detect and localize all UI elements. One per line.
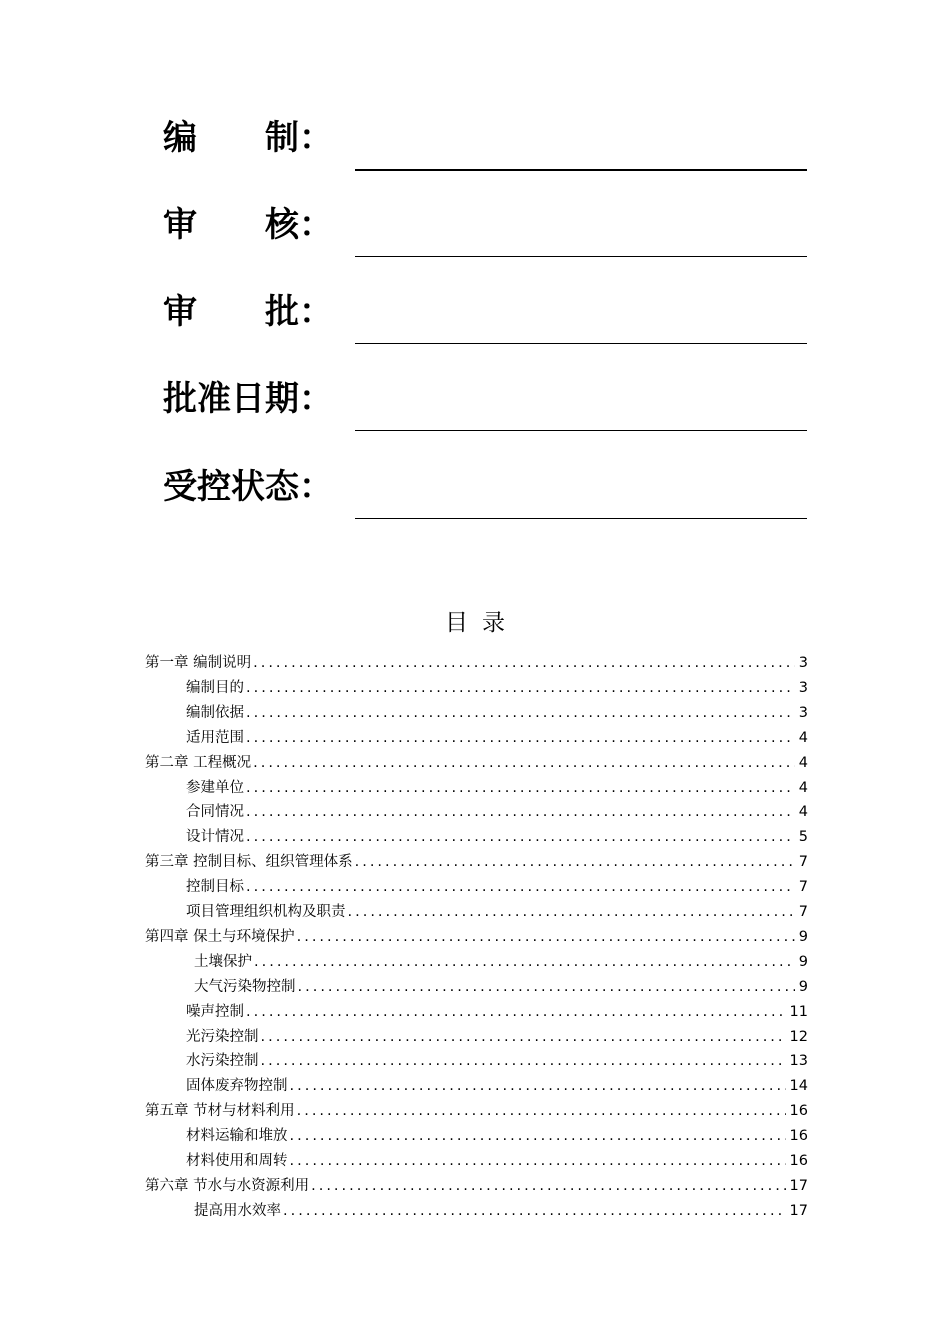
toc-entry-title: 材料运输和堆放 bbox=[186, 1128, 288, 1145]
toc-entry-title: 噪声控制 bbox=[186, 1003, 244, 1020]
toc-page-number: 7 bbox=[798, 904, 808, 920]
toc-entry[interactable] bbox=[186, 825, 808, 849]
toc-page-number: 9 bbox=[798, 978, 808, 995]
toc-entry[interactable] bbox=[186, 1149, 808, 1173]
toc-leader-dots bbox=[246, 726, 795, 750]
toc-page-number: 3 bbox=[798, 679, 808, 696]
toc-leader-dots bbox=[246, 701, 795, 725]
toc-leader-dots bbox=[355, 850, 795, 874]
toc-entry[interactable] bbox=[186, 1025, 808, 1049]
toc-page-number: 4 bbox=[798, 804, 808, 821]
toc-page-number: 13 bbox=[789, 1053, 808, 1070]
toc-entry-title: 第五章 节材与材料利用 bbox=[145, 1103, 295, 1120]
toc-entry[interactable] bbox=[186, 1124, 808, 1148]
toc-page-number: 16 bbox=[789, 1128, 808, 1145]
toc-leader-dots bbox=[246, 1000, 786, 1024]
toc-leader-dots bbox=[297, 1099, 786, 1123]
toc-entry-title: 第六章 节水与水资源利用 bbox=[145, 1177, 310, 1194]
toc-page-number: 14 bbox=[789, 1078, 808, 1095]
toc-entry-title: 参建单位 bbox=[186, 779, 244, 796]
toc-entry-title: 合同情况 bbox=[186, 804, 244, 821]
signature-line bbox=[355, 518, 807, 519]
toc-leader-dots bbox=[246, 800, 795, 824]
toc-leader-dots bbox=[246, 825, 795, 849]
toc-page-number: 16 bbox=[789, 1153, 808, 1169]
signature-label: 受控状态： bbox=[163, 467, 333, 507]
toc-entry-title: 编制依据 bbox=[186, 704, 244, 721]
toc-leader-dots bbox=[283, 1199, 786, 1223]
toc-entry[interactable] bbox=[186, 1000, 808, 1024]
toc-entry-title: 第一章 编制说明 bbox=[145, 655, 252, 671]
toc-entry[interactable] bbox=[145, 850, 808, 874]
toc-entry[interactable] bbox=[145, 1174, 808, 1198]
toc-page-number: 9 bbox=[798, 928, 808, 945]
toc-entry-title: 编制目的 bbox=[186, 679, 244, 696]
toc-entry-title: 项目管理组织机构及职责 bbox=[186, 904, 346, 920]
toc-leader-dots bbox=[261, 1049, 786, 1073]
toc-leader-dots bbox=[254, 950, 795, 974]
toc-page-number: 9 bbox=[798, 953, 808, 970]
toc-page-number: 17 bbox=[789, 1177, 808, 1194]
toc-page-number: 4 bbox=[798, 754, 808, 771]
toc-entry[interactable] bbox=[194, 1199, 808, 1223]
toc-entry-title: 土壤保护 bbox=[194, 953, 252, 970]
toc-entry-title: 适用范围 bbox=[186, 729, 244, 746]
toc-entry-title: 控制目标 bbox=[186, 879, 244, 896]
toc-page-number: 4 bbox=[798, 779, 808, 796]
toc-entry-title: 提高用水效率 bbox=[194, 1202, 281, 1219]
toc-entry[interactable] bbox=[194, 975, 808, 999]
signature-label: 审 核： bbox=[163, 205, 333, 245]
signature-line bbox=[355, 169, 807, 171]
toc-page-number: 4 bbox=[798, 729, 808, 746]
toc-leader-dots bbox=[311, 1174, 785, 1198]
toc-entry[interactable] bbox=[186, 726, 808, 750]
toc-leader-dots bbox=[297, 925, 795, 949]
signature-line bbox=[355, 430, 807, 431]
toc-leader-dots bbox=[246, 776, 795, 800]
toc-entry[interactable] bbox=[186, 800, 808, 824]
toc-page-number: 7 bbox=[798, 879, 808, 896]
toc-leader-dots bbox=[290, 1074, 786, 1098]
signature-label: 审 批： bbox=[163, 292, 333, 332]
toc-page-number: 11 bbox=[789, 1003, 808, 1020]
toc-entry-title: 材料使用和周转 bbox=[186, 1153, 288, 1169]
toc-entry-title: 设计情况 bbox=[186, 829, 244, 846]
toc-title: 目录 bbox=[445, 610, 519, 636]
signature-label: 编 制： bbox=[163, 118, 333, 158]
toc-leader-dots bbox=[246, 875, 795, 899]
toc-entry[interactable] bbox=[186, 676, 808, 700]
toc-leader-dots bbox=[246, 676, 795, 700]
toc-entry[interactable] bbox=[186, 1049, 808, 1073]
toc-entry[interactable] bbox=[145, 925, 808, 949]
toc-entry[interactable] bbox=[145, 751, 808, 775]
toc-page-number: 3 bbox=[798, 704, 808, 721]
toc-page-number: 12 bbox=[789, 1028, 808, 1045]
toc-entry[interactable] bbox=[186, 900, 808, 924]
signature-line bbox=[355, 343, 807, 344]
toc-page-number: 16 bbox=[789, 1103, 808, 1120]
toc-leader-dots bbox=[348, 900, 795, 924]
toc-page-number: 17 bbox=[789, 1202, 808, 1219]
toc-entry[interactable] bbox=[145, 651, 808, 675]
toc-entry[interactable] bbox=[186, 701, 808, 725]
toc-entry-title: 第三章 控制目标、组织管理体系 bbox=[145, 854, 353, 871]
toc-entry[interactable] bbox=[145, 1099, 808, 1123]
toc-entry-title: 光污染控制 bbox=[186, 1028, 259, 1045]
toc-entry-title: 大气污染物控制 bbox=[194, 978, 296, 995]
toc-entry-title: 水污染控制 bbox=[186, 1053, 259, 1070]
toc-entry[interactable] bbox=[186, 776, 808, 800]
toc-leader-dots bbox=[290, 1149, 786, 1173]
toc-page-number: 5 bbox=[798, 829, 808, 846]
toc-leader-dots bbox=[298, 975, 795, 999]
toc-page-number: 7 bbox=[798, 854, 808, 871]
toc-leader-dots bbox=[290, 1124, 786, 1148]
toc-leader-dots bbox=[253, 651, 795, 675]
toc-entry-title: 第四章 保土与环境保护 bbox=[145, 928, 295, 945]
toc-leader-dots bbox=[253, 751, 795, 775]
toc-entry-title: 固体废弃物控制 bbox=[186, 1078, 288, 1095]
signature-label: 批准日期： bbox=[163, 379, 333, 419]
toc-page-number: 3 bbox=[798, 655, 808, 671]
signature-line bbox=[355, 256, 807, 257]
toc-entry[interactable] bbox=[186, 1074, 808, 1098]
toc-leader-dots bbox=[261, 1025, 786, 1049]
toc-entry-title: 第二章 工程概况 bbox=[145, 754, 252, 771]
toc-entry[interactable] bbox=[186, 875, 808, 899]
toc-entry[interactable] bbox=[194, 950, 808, 974]
